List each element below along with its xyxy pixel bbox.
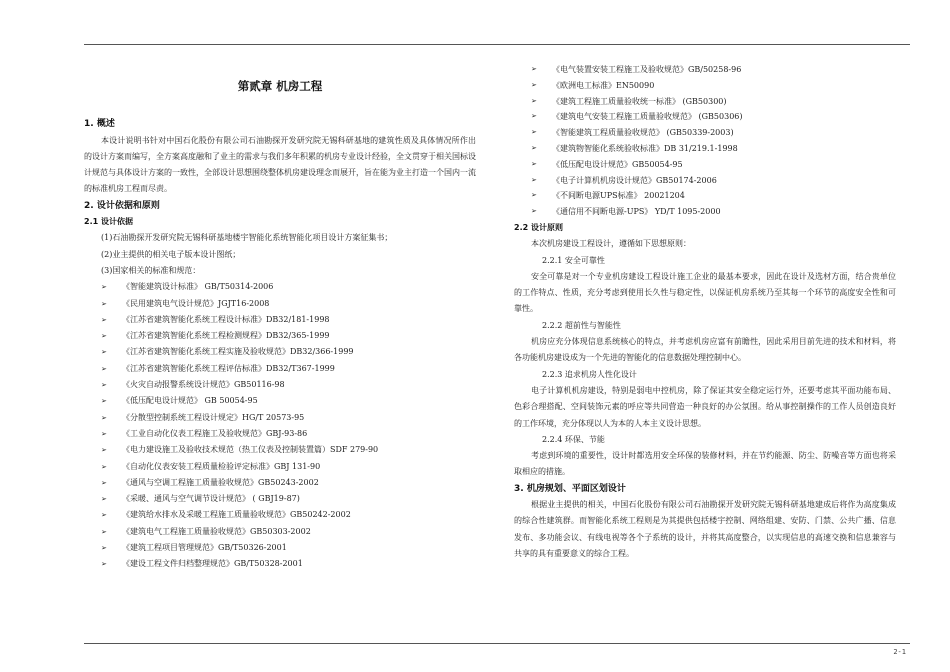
section-2-1-heading: 2.1 设计依据: [84, 217, 133, 227]
bullet-arrow-icon: ➢: [531, 175, 537, 184]
standard-list-item: [514, 94, 896, 110]
standard-list-item: [514, 125, 896, 141]
standard-text: 《通风与空调工程施工质量验收规范》GB50243-2002: [122, 477, 319, 487]
standard-text: 《民用建筑电气设计规范》JGJT16-2008: [122, 298, 270, 308]
standard-list-item: [514, 204, 896, 220]
section-2-2-heading: 2.2 设计原则: [514, 222, 563, 232]
standard-list-item: [84, 328, 476, 344]
subsection-2-2-1-text: 安全可靠是对一个专业机房建设工程设计施工企业的最基本要求，因此在设计及选材方面，结合贵单位的工作特点、性质，充分考虑到使用长久性与稳定性，以保证机房系统乃至其每一个环节的高度安全性和可靠性。: [514, 271, 896, 314]
standard-list-item: [514, 141, 896, 157]
section-2-2-intro: 本次机房建设工程设计，遵循如下思想原则：: [531, 239, 691, 249]
standard-list-item: [514, 188, 896, 204]
top-rule: [84, 44, 910, 45]
standard-list-item: [84, 279, 476, 295]
bullet-arrow-icon: ➢: [101, 332, 107, 341]
standard-text: 《建设工程文件归档整理规范》GB/T50328-2001: [122, 559, 303, 569]
left-column: [84, 62, 476, 573]
subsection-2-2-4-text: 考虑到环境的重要性，设计时都选用安全环保的装修材料，并在节约能源、防尘、防噪音等方面也将采取相应的措施。: [514, 451, 896, 477]
standard-list-item: [514, 157, 896, 173]
bullet-arrow-icon: ➢: [531, 159, 537, 168]
standard-list-item: [514, 109, 896, 125]
bullet-arrow-icon: ➢: [101, 397, 107, 406]
standard-text: 《建筑给水排水及采暖工程施工质量验收规范》GB50242-2002: [122, 510, 351, 520]
standard-text: 《智能建筑工程质量验收规范》 (GB50339-2003): [552, 128, 734, 138]
standard-list-item: [84, 426, 476, 442]
standard-list-item: [84, 296, 476, 312]
bullet-arrow-icon: ➢: [101, 544, 107, 553]
standard-text: 《通信用不间断电源-UPS》 YD/T 1095-2000: [552, 207, 721, 217]
standard-text: 《建筑电气工程施工质量验收规范》GB50303-2002: [122, 526, 311, 536]
standard-list-item: [84, 556, 476, 572]
basis-item-3: (3)国家相关的标准和规范：: [101, 265, 201, 275]
standard-list-item: [84, 507, 476, 523]
bullet-arrow-icon: ➢: [101, 413, 107, 422]
subsection-2-2-3-heading: 2.2.3 追求机房人性化设计: [542, 369, 637, 379]
basis-item-1: (1)石油勘探开发研究院无锡科研基地楼宇智能化系统智能化项目设计方案征集书；: [101, 233, 393, 243]
subsection-2-2-4-heading: 2.2.4 环保、节能: [542, 434, 605, 444]
standard-list-item: [514, 173, 896, 189]
standard-list-item: [84, 491, 476, 507]
standard-list-item: [84, 540, 476, 556]
standard-text: 《江苏省建筑智能化系统工程评估标准》DB32/T367-1999: [122, 363, 335, 373]
standard-list-item: [514, 78, 896, 94]
standard-text: 《低压配电设计规范》GB50054-95: [552, 159, 683, 169]
standards-list-left: [84, 279, 476, 572]
standard-text: 《电气装置安装工程施工及验收规范》GB/50258-96: [552, 65, 742, 74]
bullet-arrow-icon: ➢: [101, 560, 107, 569]
standard-list-item: [84, 459, 476, 475]
bullet-arrow-icon: ➢: [101, 299, 107, 308]
bullet-arrow-icon: ➢: [531, 191, 537, 200]
standard-list-item: [84, 361, 476, 377]
bullet-arrow-icon: ➢: [101, 527, 107, 536]
bullet-arrow-icon: ➢: [101, 381, 107, 390]
subsection-2-2-2-text: 机房应充分体现信息系统核心的特点，并考虑机房应富有前瞻性，因此采用目前先进的技术和材料，将各功能机房建设成为一个先进的智能化的信息数据处理控制中心。: [514, 337, 896, 363]
bullet-arrow-icon: ➢: [531, 207, 537, 216]
standard-text: 《电力建设施工及验收技术规范（热工仪表及控制装置篇）SDF 279-90: [122, 445, 379, 455]
standard-text: 《低压配电设计规范》 GB 50054-95: [122, 396, 258, 406]
right-column: [514, 62, 896, 562]
bullet-arrow-icon: ➢: [531, 96, 537, 105]
standard-text: 《江苏省建筑智能化系统工程设计标准》DB32/181-1998: [122, 314, 330, 324]
standard-list-item: [84, 393, 476, 409]
standard-text: 《不间断电源UPS标准》 20021204: [552, 191, 685, 201]
bullet-arrow-icon: ➢: [101, 462, 107, 471]
bullet-arrow-icon: ➢: [101, 283, 107, 292]
standard-text: 《建筑工程施工质量验收统一标准》 (GB50300): [552, 96, 727, 106]
subsection-2-2-1-heading: 2.2.1 安全可靠性: [542, 255, 605, 265]
section-3-paragraph: 根据业主提供的相关，中国石化股份有限公司石油勘探开发研究院无锡科研基地建成后将作为高度集成的综合性建筑群。而智能化系统工程则是为其提供包括楼宇控制、网络组建、安防、门禁、公共广播、信息发布、多功能会议、有线电视等各个子系统的设计，并将其高度整合，以实现信息的高速交换和信息兼容与共享的具有重要意义的综合工程。: [514, 500, 896, 558]
basis-item-2: (2)业主提供的相关电子版本设计图纸；: [101, 249, 241, 259]
standard-list-item: [84, 524, 476, 540]
bullet-arrow-icon: ➢: [101, 348, 107, 357]
standard-text: 《江苏省建筑智能化系统工程实施及验收规范》DB32/366-1999: [122, 347, 354, 357]
standard-text: 《分散型控制系统工程设计规定》HG/T 20573-95: [122, 412, 305, 422]
standard-text: 《建筑物智能化系统验收标准》DB 31/219.1-1998: [552, 143, 738, 153]
standard-text: 《江苏省建筑智能化系统工程检测规程》DB32/365-1999: [122, 331, 330, 341]
bullet-arrow-icon: ➢: [531, 65, 537, 73]
bullet-arrow-icon: ➢: [101, 429, 107, 438]
subsection-2-2-3-text: 电子计算机机房建设，特别是弱电中控机房，除了保证其安全稳定运行外，还要考虑其平面功能布局、色彩合理搭配、空间装饰元素的呼应等共同营造一种良好的办公氛围。给从事控制操作的工作人员创造良好的工作环境，充分体现以人为本的人本主义设计思想。: [514, 385, 896, 428]
section-1-paragraph: 本设计说明书针对中国石化股份有限公司石油勘探开发研究院无锡科研基地的建筑性质及具体情况所作出的设计方案而编写，全方案高度融和了业主的需求与我们多年积累的机房专业设计经验，全文贯穿于相关国标设计规范与具体设计方案的一致性，全部设计思想围绕整体机房建设理念而展开，旨在能为业主打造一个国内一流的标准机房工程而尽责。: [84, 135, 476, 194]
bullet-arrow-icon: ➢: [101, 364, 107, 373]
standard-list-item: [84, 344, 476, 360]
standard-text: 《采暖、通风与空气调节设计规范》 ( GBJ19-87): [122, 494, 300, 504]
subsection-2-2-2-heading: 2.2.2 超前性与智能性: [542, 320, 621, 330]
bullet-arrow-icon: ➢: [531, 128, 537, 137]
standard-text: 《火灾自动报警系统设计规范》GB50116-98: [122, 380, 285, 390]
standard-text: 《电子计算机机房设计规范》GB50174-2006: [552, 175, 717, 185]
section-1-heading: 1. 概述: [84, 119, 115, 130]
bullet-arrow-icon: ➢: [101, 478, 107, 487]
standard-list-item: [84, 410, 476, 426]
standard-text: 《智能建筑设计标准》 GB/T50314-2006: [122, 282, 274, 292]
bullet-arrow-icon: ➢: [101, 315, 107, 324]
bullet-arrow-icon: ➢: [101, 446, 107, 455]
standard-text: 《建筑工程项目管理规范》GB/T50326-2001: [122, 543, 287, 553]
standards-list-right: [514, 62, 896, 220]
standard-text: 《自动化仪表安装工程质量检验评定标准》GBJ 131-90: [122, 461, 321, 471]
standard-list-item: [514, 62, 896, 78]
standard-text: 《欧洲电工标准》EN50090: [552, 80, 655, 90]
standard-text: 《建筑电气安装工程施工质量验收规范》 (GB50306): [552, 112, 743, 122]
bullet-arrow-icon: ➢: [101, 511, 107, 520]
standard-list-item: [84, 475, 476, 491]
bullet-arrow-icon: ➢: [531, 112, 537, 121]
bottom-rule: [84, 643, 910, 644]
bullet-arrow-icon: ➢: [101, 495, 107, 504]
standard-list-item: [84, 312, 476, 328]
section-3-heading: 3. 机房规划、平面区划设计: [514, 483, 626, 494]
bullet-arrow-icon: ➢: [531, 143, 537, 152]
standard-list-item: [84, 377, 476, 393]
section-2-heading: 2. 设计依据和原则: [84, 200, 160, 211]
chapter-title: 第贰章 机房工程: [237, 79, 323, 93]
standard-text: 《工业自动化仪表工程施工及验收规范》GBJ-93-86: [122, 428, 308, 438]
bullet-arrow-icon: ➢: [531, 80, 537, 89]
page-number: 2-1: [893, 648, 906, 656]
standard-list-item: [84, 442, 476, 458]
